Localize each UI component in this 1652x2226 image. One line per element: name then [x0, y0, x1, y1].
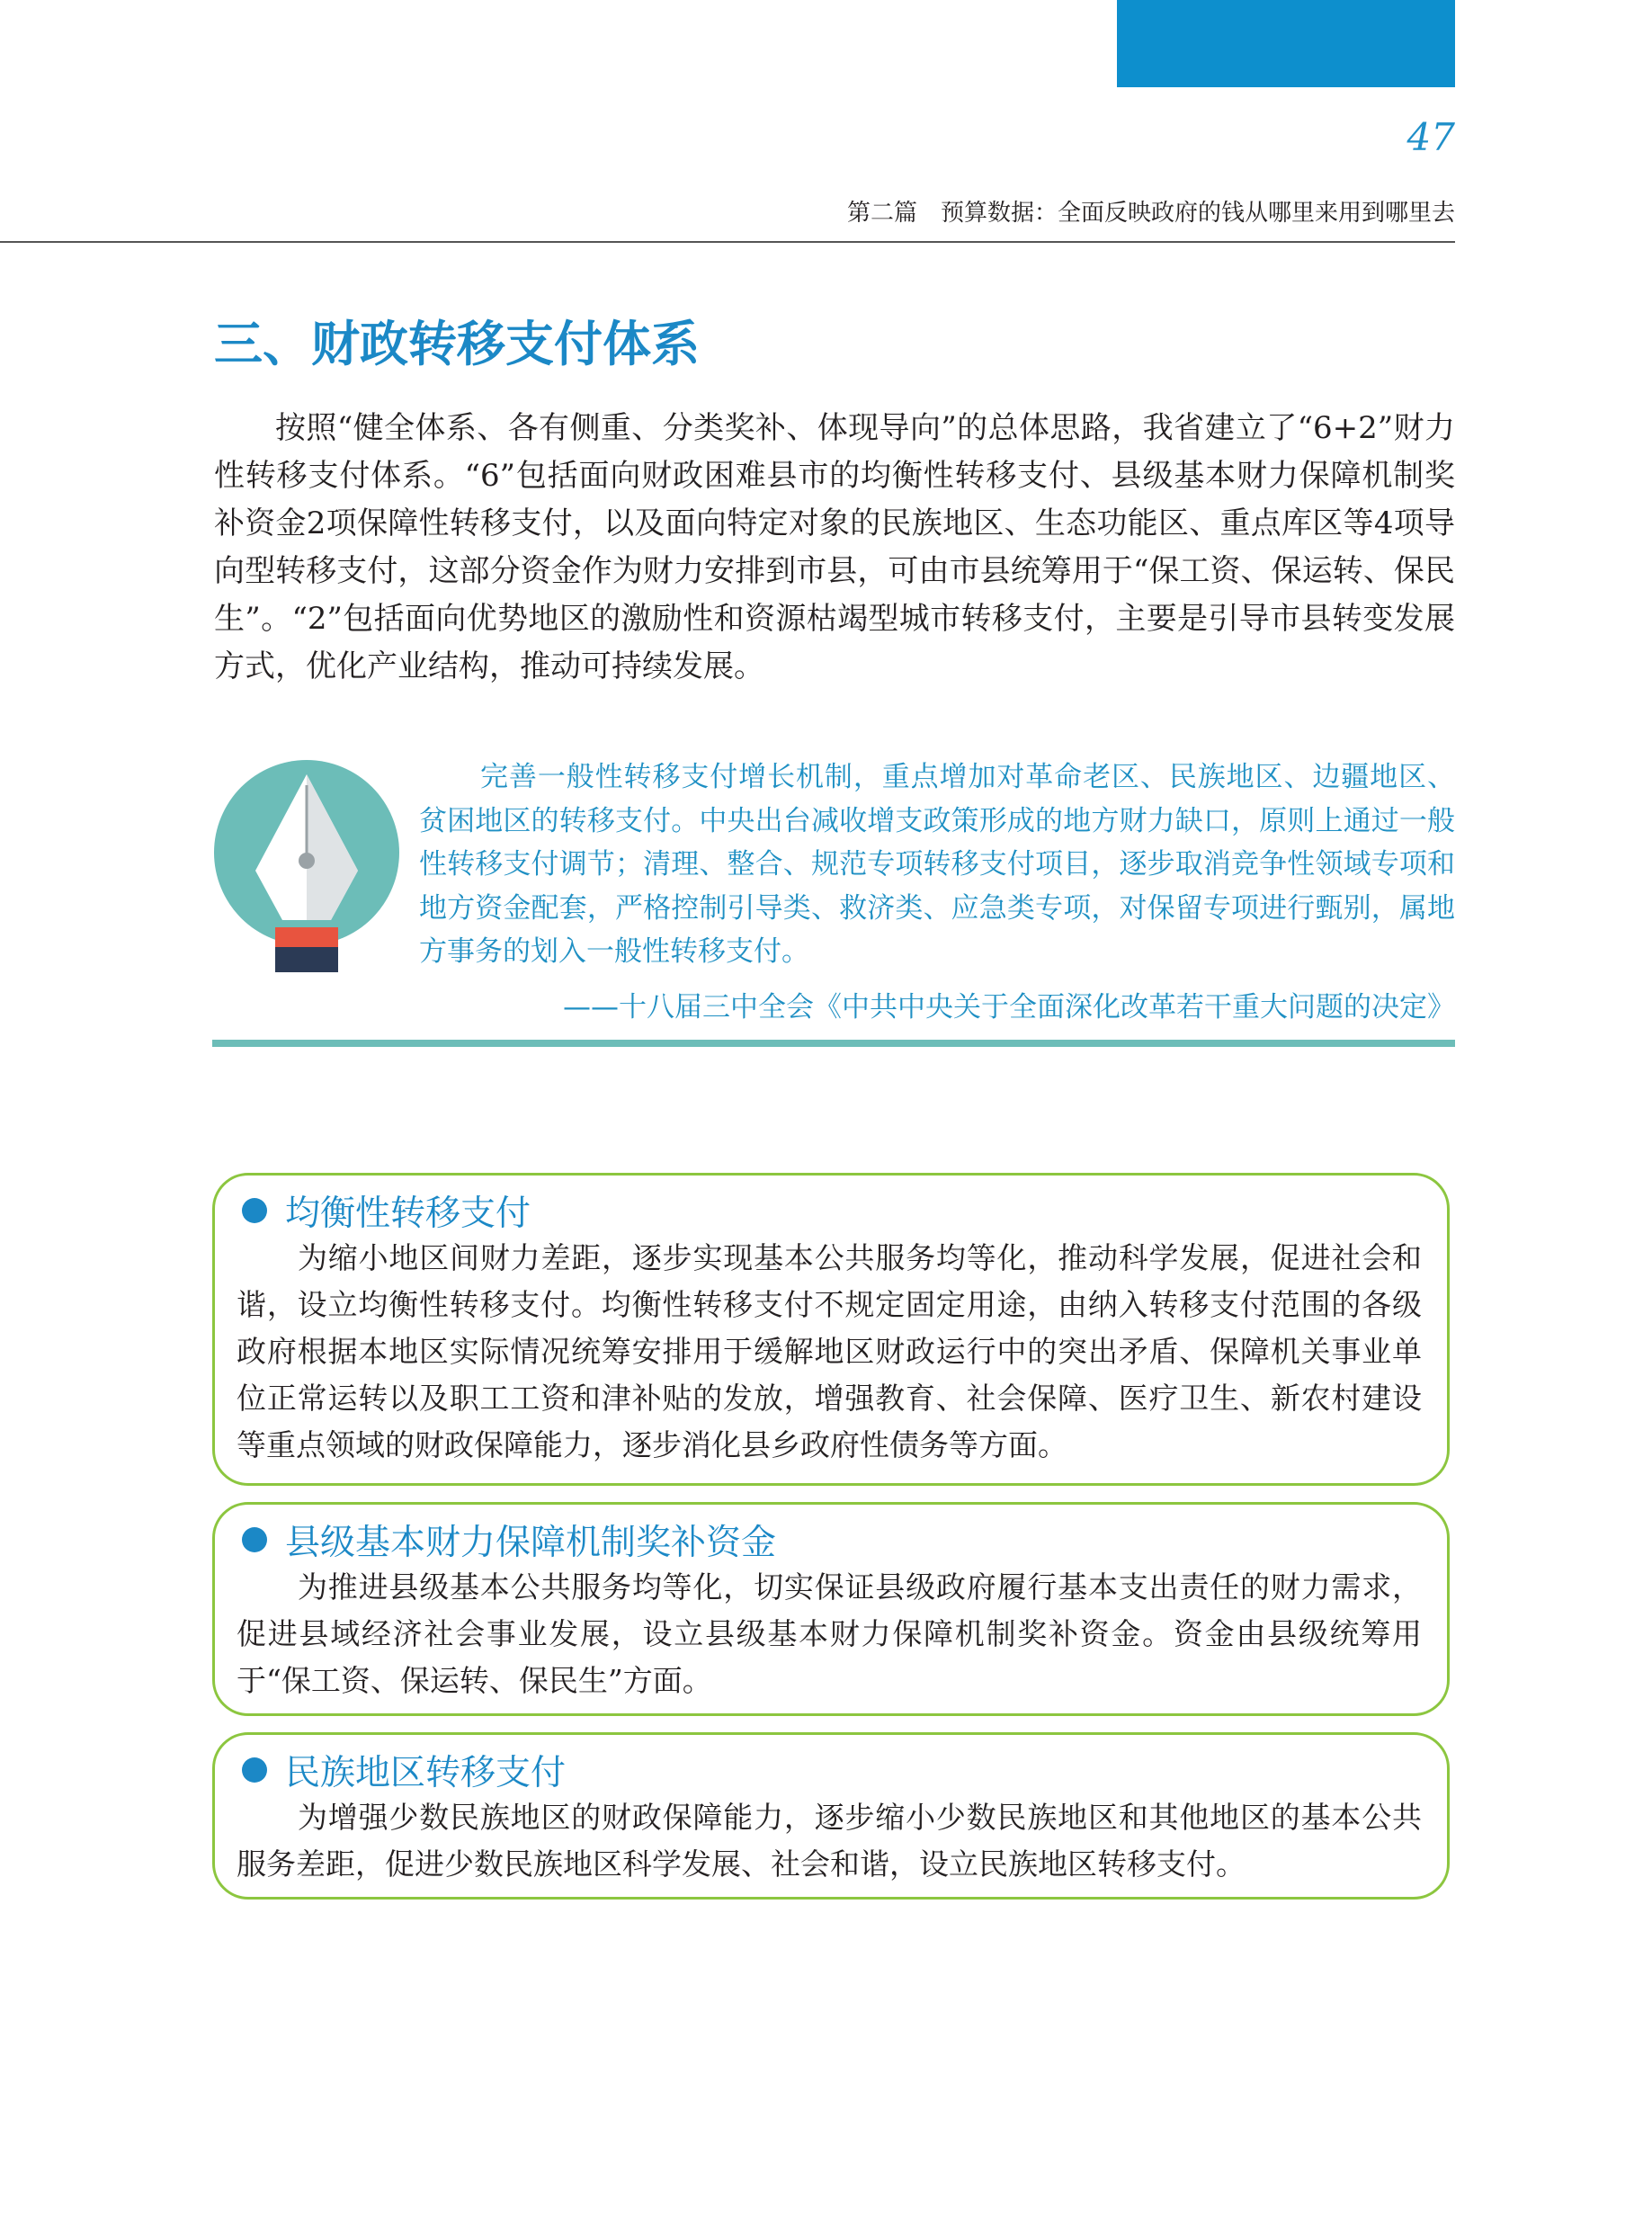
pen-nib-icon-base [275, 947, 338, 972]
bullet-dot-icon [242, 1527, 267, 1552]
running-header: 第二篇 预算数据：全面反映政府的钱从哪里来用到哪里去 [846, 200, 1455, 227]
bullet-dot-icon [242, 1198, 267, 1223]
page-number: 47 [1406, 115, 1455, 159]
section-title: 三、财政转移支付体系 [214, 316, 700, 372]
header-divider [0, 241, 1455, 243]
info-box-ethnic-region-transfer [212, 1732, 1450, 1900]
pen-nib-icon-band [275, 927, 338, 947]
box-title-text: 均衡性转移支付 [285, 1193, 531, 1234]
box-title [237, 1748, 1422, 1792]
box-title [237, 1517, 1422, 1562]
box-body: 为缩小地区间财力差距，逐步实现基本公共服务均等化，推动科学发展，促进社会和谐，设立均衡性转移支付。均衡性转移支付不规定固定用途，由纳入转移支付范围的各级政府根据本地区实际情况统筹安排用于缓解地区财政运行中的突出矛盾、保障机关事业单位正常运转以及职工工资和津补贴的发放，增强教育、社会保障、医疗卫生、新农村建设等重点领域的财政保障能力，逐步消化县乡政府性债务等方面。 [237, 1240, 1422, 1462]
top-color-tab [1117, 0, 1455, 87]
info-box-equalization-transfer [212, 1173, 1450, 1486]
pen-nib-icon [212, 758, 401, 974]
box-body: 为推进县级基本公共服务均等化，切实保证县级政府履行基本支出责任的财力需求，促进县域经济社会事业发展，设立县级基本财力保障机制奖补资金。资金由县级统筹用于“保工资、保运转、保民生”方面。 [237, 1569, 1422, 1698]
intro-paragraph: 按照“健全体系、各有侧重、分类奖补、体现导向”的总体思路，我省建立了“6+2”财力性转移支付体系。“6”包括面向财政困难县市的均衡性转移支付、县级基本财力保障机制奖补资金2项保障性转移支付，以及面向特定对象的民族地区、生态功能区、重点库区等4项导向型转移支付，这部分资金作为财力安排到市县，可由市县统筹用于“保工资、保运转、保民生”。“2”包括面向优势地区的激励性和资源枯竭型城市转移支付，主要是引导市县转变发展方式，优化产业结构，推动可持续发展。 [214, 410, 1455, 684]
quote-source: ——十八届三中全会《中共中央关于全面深化改革若干重大问题的决定》 [563, 991, 1455, 1024]
box-title-text: 民族地区转移支付 [285, 1753, 567, 1793]
bullet-dot-icon [242, 1757, 267, 1783]
box-title [237, 1188, 1422, 1233]
quote-divider [212, 1040, 1455, 1047]
policy-quote: 完善一般性转移支付增长机制，重点增加对革命老区、民族地区、边疆地区、贫困地区的转移支付。中央出台减收增支政策形成的地方财力缺口，原则上通过一般性转移支付调节；清理、整合、规范专项转移支付项目，逐步取消竞争性领域专项和地方资金配套，严格控制引导类、救济类、应急类专项，对保留专项进行甄别，属地方事务的划入一般性转移支付。 [419, 761, 1455, 968]
info-box-county-guarantee-fund [212, 1502, 1450, 1716]
pen-nib-icon-hole [299, 853, 315, 869]
box-title-text: 县级基本财力保障机制奖补资金 [285, 1523, 777, 1563]
box-body: 为增强少数民族地区的财政保障能力，逐步缩小少数民族地区和其他地区的基本公共服务差距，促进少数民族地区科学发展、社会和谐，设立民族地区转移支付。 [237, 1800, 1422, 1882]
